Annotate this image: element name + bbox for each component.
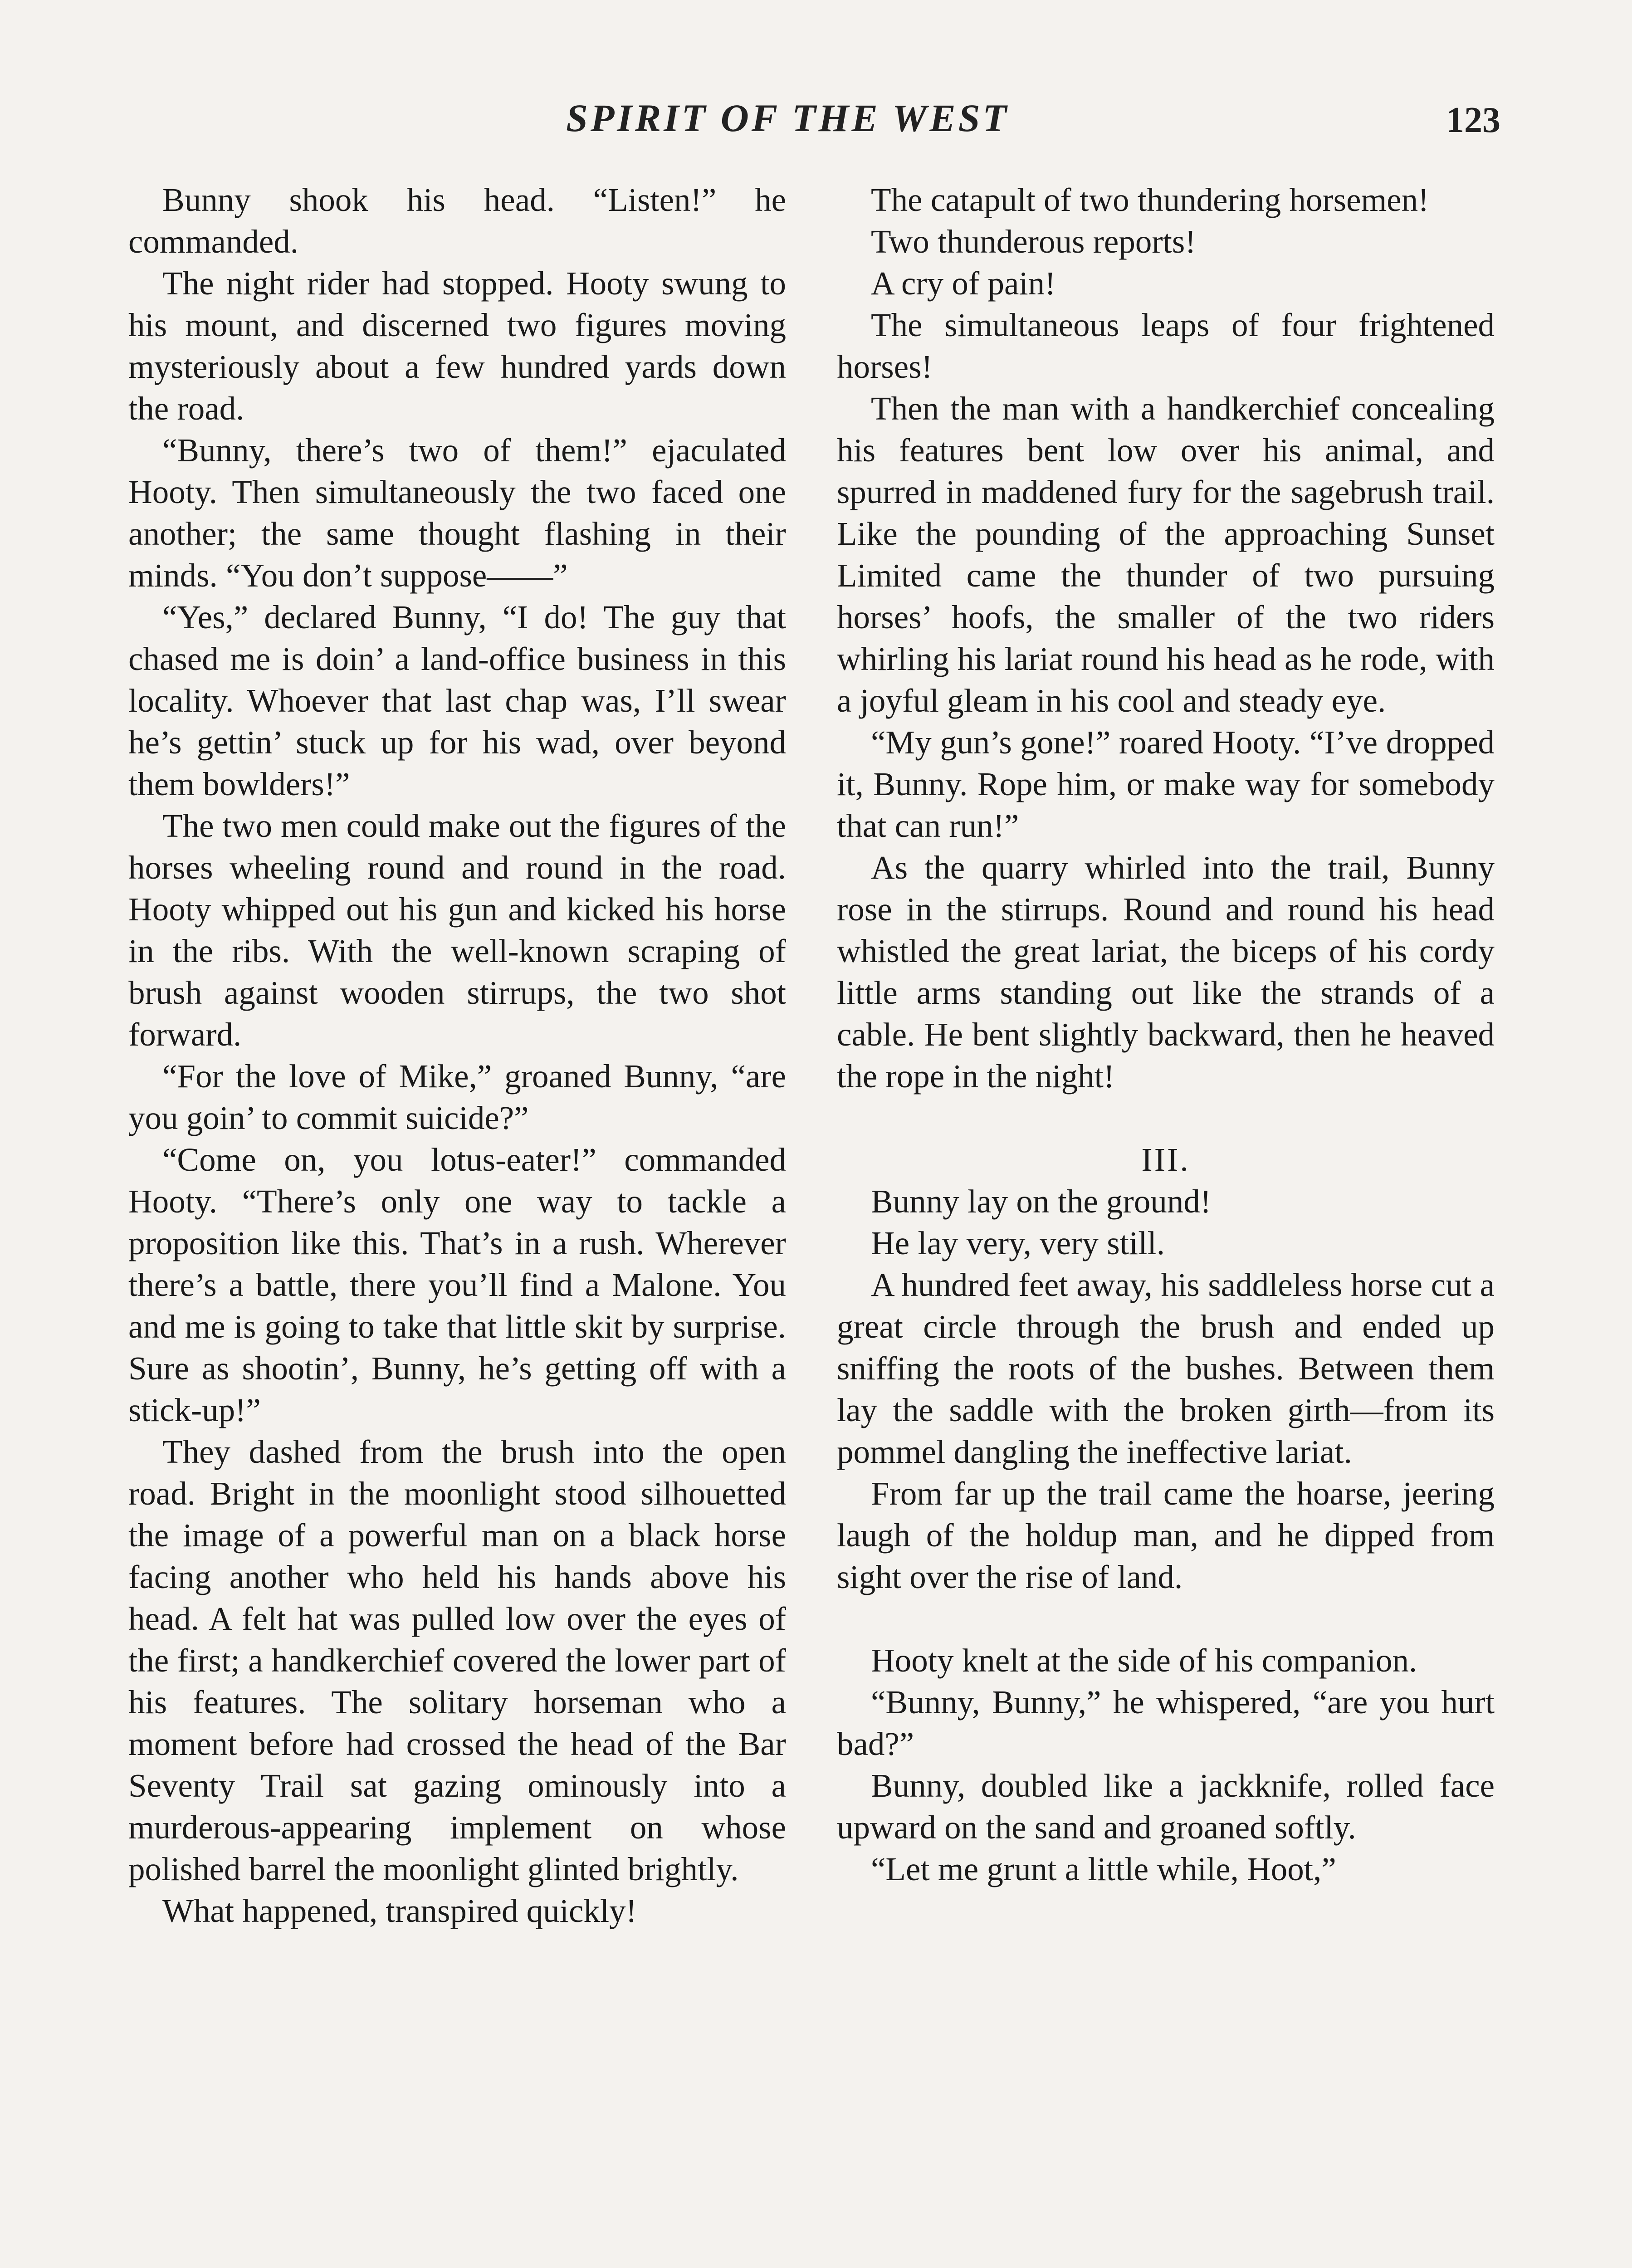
paragraph: “Come on, you lotus-eater!” commanded Hooty. “There’s only one way to tackle a proposition like this. That’s in a rush. Wherever there’s a battle, there you’ll find a Malone. You and me is going to take that little skit by surprise. Sure as shootin’, Bunny, he’s getting off with a stick-up!” [128, 1141, 786, 1428]
paragraph: From far up the trail came the hoarse, jeering laugh of the holdup man, and he dipped from sight over the rise of land. [837, 1475, 1495, 1595]
paragraph: They dashed from the brush into the open road. Bright in the moonlight stood silhouetted the image of a powerful man on a black horse facing another who held his hands above his head. A felt hat was pulled low over the eyes of the first; a handkerchief covered the lower part of his features. The solitary horseman who a moment before had crossed the head of the Bar Seventy Trail sat gazing ominously into a murderous-appearing implement on whose polished barrel the moonlight glinted brightly. [128, 1433, 786, 1887]
paragraph: “For the love of Mike,” groaned Bunny, “are you goin’ to commit suicide?” [128, 1058, 786, 1136]
paragraph: As the quarry whirled into the trail, Bunny rose in the stirrups. Round and round his head whistled the great lariat, the biceps of his cordy little arms standing out like the strands of a cable. He bent slightly backward, then he heaved the rope in the night! [837, 849, 1495, 1095]
paragraph: Bunny lay on the ground! [871, 1183, 1212, 1220]
paragraph: The catapult of two thundering horsemen! [871, 181, 1429, 218]
paragraph: The simultaneous leaps of four frightened horses! [837, 307, 1495, 385]
right-column [837, 179, 1495, 1890]
paragraph: “My gun’s gone!” roared Hooty. “I’ve dropped it, Bunny. Rope him, or make way for somebody that can run!” [837, 724, 1495, 844]
paragraph: The night rider had stopped. Hooty swung to his mount, and discerned two figures moving mysteriously about a few hundred yards down the road. [128, 265, 786, 427]
section-heading: III. [1141, 1141, 1190, 1178]
paragraph: Then the man with a handkerchief concealing his features bent low over his animal, and spurred in maddened fury for the sagebrush trail. Like the pounding of the approaching Sunset Limited came the thunder of two pursuing horses’ hoofs, the smaller of the two riders whirling his lariat round his head as he rode, with a joyful gleam in his cool and steady eye. [837, 390, 1495, 719]
running-title: SPIRIT OF THE WEST [566, 96, 1010, 140]
paragraph: A cry of pain! [871, 265, 1056, 302]
paragraph: “Yes,” declared Bunny, “I do! The guy that chased me is doin’ a land-office business in this locality. Whoever that last chap was, I’ll swear he’s gettin’ stuck up for his wad, over beyond them bowlders!” [128, 599, 786, 802]
paragraph: A hundred feet away, his saddleless horse cut a great circle through the brush and ended up sniffing the roots of the bushes. Between them lay the saddle with the broken girth—from its pommel dangling the ineffective lariat. [837, 1266, 1495, 1470]
paragraph: Hooty knelt at the side of his companion. [871, 1642, 1417, 1679]
paragraph: Two thunderous reports! [871, 223, 1196, 260]
paragraph: “Bunny, Bunny,” he whispered, “are you hurt bad?” [837, 1684, 1495, 1762]
section-break [837, 1598, 1495, 1640]
paragraph: “Let me grunt a little while, Hoot,” [871, 1851, 1336, 1887]
paragraph: What happened, transpired quickly! [162, 1892, 637, 1929]
paragraph: He lay very, very still. [871, 1225, 1165, 1261]
paragraph: Bunny shook his head. “Listen!” he commanded. [128, 181, 786, 260]
paragraph: The two men could make out the figures of the horses wheeling round and round in the road. Hooty whipped out his gun and kicked his horse in the ribs. With the well-known scraping of brush against wooden stirrups, the two shot forward. [128, 807, 786, 1053]
paragraph: “Bunny, there’s two of them!” ejaculated Hooty. Then simultaneously the two faced one another; the same thought flashing in their minds. “You don’t suppose——” [128, 432, 786, 594]
page-number: 123 [1446, 100, 1500, 140]
left-column [128, 179, 786, 1932]
paragraph: Bunny, doubled like a jackknife, rolled face upward on the sand and groaned softly. [837, 1767, 1495, 1846]
running-head [0, 95, 1632, 145]
